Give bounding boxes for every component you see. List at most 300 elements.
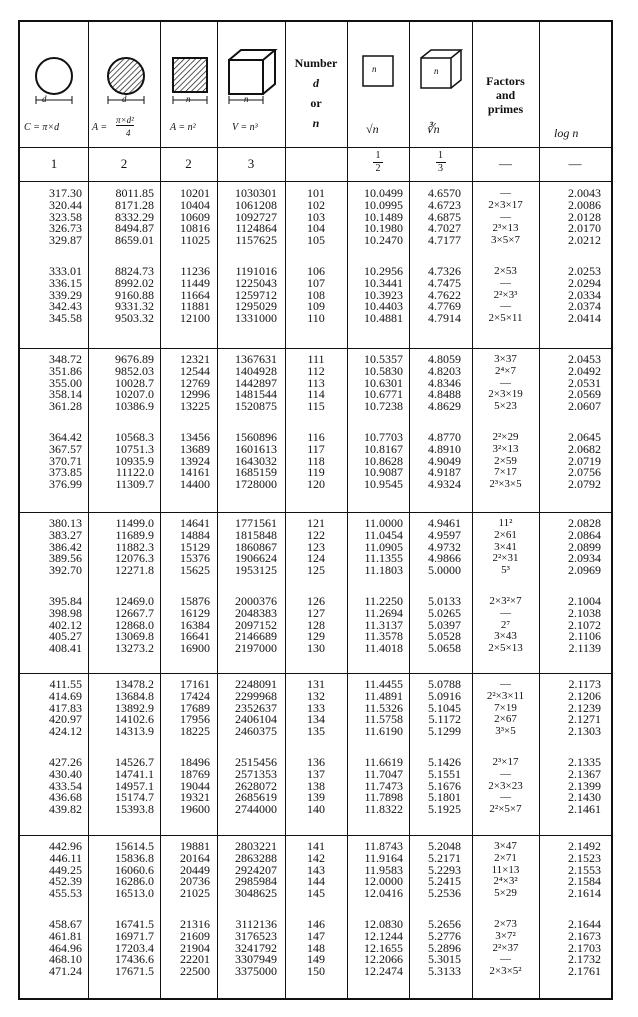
group-3-log-column — [539, 518, 601, 655]
group-4-log-column — [539, 679, 601, 816]
table-cell: 104 — [307, 221, 325, 236]
table-cell: 16741.5 — [115, 916, 154, 931]
table-cell: 136 — [307, 754, 325, 769]
table-cell: 14102.6 — [115, 712, 154, 727]
table-cell: 14741.1 — [115, 766, 154, 781]
table-cell: 2.1430 — [568, 790, 601, 805]
table-cell: 5.0788 — [428, 677, 461, 691]
table-cell — [472, 413, 539, 432]
table-cell: 2³×13 — [492, 222, 519, 235]
table-cell: 18496 — [180, 754, 210, 769]
table-cell: 2.0128 — [568, 209, 601, 224]
table-cell: 414.69 — [49, 688, 82, 703]
table-cell: 1259712 — [235, 287, 277, 302]
table-cell: 16286.0 — [115, 874, 154, 889]
group-5-circ-column — [20, 841, 82, 978]
group-1-n-column — [285, 188, 347, 325]
table-cell: 5.2656 — [428, 916, 461, 931]
table-cell: — — [500, 300, 511, 313]
index-c3: 2 — [185, 156, 192, 171]
area-formula-denominator: 4 — [126, 128, 131, 138]
table-cell: 345.58 — [49, 311, 82, 326]
group-divider — [20, 348, 611, 349]
table-cell: 10.6771 — [364, 387, 403, 402]
group-2-area-column — [88, 354, 154, 491]
table-cell: 1815848 — [235, 527, 277, 542]
table-cell: 11.2250 — [364, 593, 403, 608]
table-cell: 5.2048 — [428, 839, 461, 853]
table-cell: 5.2293 — [428, 862, 461, 877]
table-cell: 2744000 — [235, 802, 277, 817]
table-cell: 2²×5×7 — [489, 803, 522, 816]
table-cell: 5³ — [501, 564, 510, 577]
table-cell: 2.1461 — [568, 802, 601, 817]
table-cell: 14957.1 — [115, 778, 154, 793]
table-cell: 3×7² — [495, 929, 516, 942]
table-cell: 11309.7 — [115, 477, 154, 492]
table-cell: 11.1803 — [364, 563, 403, 578]
table-cell: 16641 — [180, 629, 210, 644]
table-cell: 2.1584 — [568, 874, 601, 889]
table-cell: 4.9187 — [428, 465, 461, 480]
table-cell: 12.2066 — [364, 952, 403, 967]
table-cell: 118 — [307, 453, 325, 468]
table-cell: 402.12 — [49, 617, 82, 632]
table-cell: 5.1676 — [428, 778, 461, 793]
table-cell: 2×53 — [494, 264, 517, 277]
table-cell: 336.15 — [49, 275, 82, 290]
table-cell: 11.7047 — [364, 766, 403, 781]
group-4-area-column — [88, 679, 154, 816]
table-cell: 2⁷ — [500, 618, 511, 631]
table-cell: 8494.87 — [115, 221, 154, 236]
group-3-cbrt-column — [409, 518, 461, 655]
table-cell: 11.5758 — [364, 712, 403, 727]
index-c9: — — [568, 156, 582, 171]
table-cell: 2×3×5² — [489, 965, 522, 978]
table-cell: 11.4455 — [364, 677, 403, 691]
table-cell: 8332.29 — [115, 209, 154, 224]
table-cell: 13478.2 — [115, 677, 154, 691]
table-cell: 11.6619 — [364, 754, 403, 769]
table-cell: 1404928 — [235, 363, 277, 378]
table-cell: 14400 — [180, 477, 210, 492]
table-cell: 11449 — [180, 275, 210, 290]
table-cell: 12321 — [180, 352, 210, 366]
table-cell: 351.86 — [49, 363, 82, 378]
table-cell: 7×19 — [494, 701, 517, 714]
table-cell: 147 — [307, 928, 325, 943]
table-cell: 1124864 — [235, 221, 277, 236]
table-cell: 148 — [307, 940, 325, 955]
table-cell: 13273.2 — [115, 641, 154, 656]
table-cell: 119 — [307, 465, 325, 480]
table-cell: 21904 — [180, 940, 210, 955]
sqrt-formula: √n — [366, 122, 379, 136]
table-cell: 12.0830 — [364, 916, 403, 931]
table-cell: 16900 — [180, 641, 210, 656]
table-cell: 11.0000 — [364, 516, 403, 530]
table-cell: 2.0719 — [568, 453, 601, 468]
box-label: n — [372, 64, 377, 74]
table-cell: 8824.73 — [115, 263, 154, 278]
group-3-circ-column — [20, 518, 82, 655]
table-cell: 141 — [307, 839, 325, 853]
table-cell: 121 — [307, 516, 325, 530]
number-header-label: Number — [294, 56, 338, 70]
table-cell: 126 — [307, 593, 325, 608]
table-cell: 2×5×13 — [488, 642, 523, 655]
table-cell: 17689 — [180, 700, 210, 715]
table-cell: 2197000 — [235, 641, 277, 656]
group-divider — [20, 673, 611, 674]
table-cell: 10816 — [180, 221, 210, 236]
table-cell: 4.8910 — [428, 441, 461, 456]
table-cell: 468.10 — [49, 952, 82, 967]
table-cell: 5.1551 — [428, 766, 461, 781]
table-cell: 11689.9 — [115, 527, 154, 542]
table-cell: 461.81 — [49, 928, 82, 943]
index-c7-den: 3 — [438, 163, 443, 174]
table-cell: 4.8059 — [428, 352, 461, 366]
table-cell: 2.1335 — [568, 754, 601, 769]
table-cell: 4.8629 — [428, 399, 461, 414]
table-cell: 4.9597 — [428, 527, 461, 542]
square-area-formula: A = n² — [170, 122, 196, 133]
table-cell: 19881 — [180, 839, 210, 853]
table-cell: 21316 — [180, 916, 210, 931]
table-cell: 2.1399 — [568, 778, 601, 793]
table-cell: 10.0995 — [364, 197, 403, 212]
table-cell: 109 — [307, 299, 325, 314]
table-cell: 2.0414 — [568, 311, 601, 326]
table-cell: 8011.85 — [115, 186, 154, 200]
table-cell: 2000376 — [235, 593, 277, 608]
table-cell: 145 — [307, 886, 325, 901]
group-2-log-column — [539, 354, 601, 491]
table-cell: 398.98 — [49, 605, 82, 620]
table-cell: 144 — [307, 874, 325, 889]
table-cell: 143 — [307, 862, 325, 877]
group-4-cube-column — [217, 679, 277, 816]
table-cell: 15625 — [180, 563, 210, 578]
table-cell: 386.42 — [49, 539, 82, 554]
table-cell: 11.8743 — [364, 839, 403, 853]
table-cell: 11499.0 — [115, 516, 154, 530]
table-cell: 5.1426 — [428, 754, 461, 769]
table-cell: 1481544 — [235, 387, 277, 402]
table-cell: 4.7326 — [428, 263, 461, 278]
group-3-n-column — [285, 518, 347, 655]
table-cell: 112 — [307, 363, 325, 378]
group-1-sqrt-column — [347, 188, 403, 325]
table-cell: 11025 — [180, 233, 210, 248]
table-cell: 10751.3 — [115, 441, 154, 456]
table-cell: 22201 — [180, 952, 210, 967]
index-c7 — [409, 150, 472, 175]
table-cell: 1860867 — [235, 539, 277, 554]
table-cell: 12.1244 — [364, 928, 403, 943]
group-5-cube-column — [217, 841, 277, 978]
table-cell: 2863288 — [235, 850, 277, 865]
table-cell: 135 — [307, 724, 325, 739]
table-cell: 105 — [307, 233, 325, 248]
table-cell: 12667.7 — [115, 605, 154, 620]
table-cell: 14526.7 — [115, 754, 154, 769]
table-cell: 348.72 — [49, 352, 82, 366]
group-2-cbrt-column — [409, 354, 461, 491]
table-cell: 2²×3³ — [493, 288, 518, 301]
table-cell: 12.0416 — [364, 886, 403, 901]
table-cell: 12868.0 — [115, 617, 154, 632]
table-cell: 2×3×19 — [488, 388, 523, 401]
table-cell: 108 — [307, 287, 325, 302]
table-cell: 4.6570 — [428, 186, 461, 200]
table-cell: 2.0864 — [568, 527, 601, 542]
table-cell: 10.9545 — [364, 477, 403, 492]
table-cell: 1030301 — [235, 186, 277, 200]
table-cell: 9331.32 — [115, 299, 154, 314]
table-cell: 10028.7 — [115, 375, 154, 390]
group-2-fac-column — [472, 354, 539, 491]
table-cell: 1906624 — [235, 551, 277, 566]
table-cell: 2571353 — [235, 766, 277, 781]
group-divider — [20, 512, 611, 513]
table-cell: 2406104 — [235, 712, 277, 727]
table-cell: 17203.4 — [115, 940, 154, 955]
table-cell: 5.0528 — [428, 629, 461, 644]
table-cell: 2.0170 — [568, 221, 601, 236]
table-cell: 15614.5 — [115, 839, 154, 853]
table-cell: 10.4881 — [364, 311, 403, 326]
table-cell: 133 — [307, 700, 325, 715]
table-cell: 11236 — [180, 263, 210, 278]
table-cell: — — [500, 953, 511, 966]
table-cell: 2.1239 — [568, 700, 601, 715]
table-cell: 12.0000 — [364, 874, 403, 889]
table-cell: 5.1172 — [428, 712, 461, 727]
table-cell: 5.2896 — [428, 940, 461, 955]
table-cell: 2803221 — [235, 839, 277, 853]
table-cell: 14884 — [180, 527, 210, 542]
table-cell: 2.0828 — [568, 516, 601, 530]
table-cell — [472, 577, 539, 596]
table-cell: 2×61 — [494, 528, 517, 541]
table-cell: 1728000 — [235, 477, 277, 492]
table-cell: 452.39 — [49, 874, 82, 889]
table-cell: 333.01 — [49, 263, 82, 278]
table-cell: 116 — [307, 429, 325, 444]
table-cell: 12996 — [180, 387, 210, 402]
table-cell: — — [500, 767, 511, 780]
index-c6-den: 2 — [375, 163, 381, 174]
index-c7-num: 1 — [436, 150, 446, 163]
table-cell: 2.0453 — [568, 352, 601, 366]
table-cell: 5.1045 — [428, 700, 461, 715]
table-cell: 12544 — [180, 363, 210, 378]
table-cell: 1442897 — [235, 375, 277, 390]
table-cell: 101 — [307, 186, 325, 200]
table-cell: 4.7914 — [428, 311, 461, 326]
table-cell: 5.1299 — [428, 724, 461, 739]
table-cell: 12271.8 — [115, 563, 154, 578]
table-cell: 1295029 — [235, 299, 277, 314]
table-cell: 146 — [307, 916, 325, 931]
group-4-n-column — [285, 679, 347, 816]
dim-label: d — [122, 94, 127, 104]
table-cell: 15876 — [180, 593, 210, 608]
table-cell: 2.1523 — [568, 850, 601, 865]
table-cell: 2×71 — [494, 851, 517, 864]
group-5-cbrt-column — [409, 841, 461, 978]
table-cell: 1367631 — [235, 352, 277, 366]
table-cell: 11.9164 — [364, 850, 403, 865]
table-cell: 420.97 — [49, 712, 82, 727]
table-cell: 408.41 — [49, 641, 82, 656]
table-cell: 11882.3 — [115, 539, 154, 554]
group-1-fac-column — [472, 188, 539, 325]
table-cell: 4.6723 — [428, 197, 461, 212]
table-cell: 5.0397 — [428, 617, 461, 632]
number-header-n: n — [312, 116, 320, 130]
table-cell: 380.13 — [49, 516, 82, 530]
index-divider — [20, 181, 611, 182]
group-4-fac-column — [472, 679, 539, 816]
group-2-cube-column — [217, 354, 277, 491]
table-cell: 10.8167 — [364, 441, 403, 456]
table-cell: 1331000 — [235, 311, 277, 326]
table-cell: 21609 — [180, 928, 210, 943]
table-cell: 2628072 — [235, 778, 277, 793]
table-cell: 2.1303 — [568, 724, 601, 739]
table-cell: 19321 — [180, 790, 210, 805]
table-cell: 373.85 — [49, 465, 82, 480]
group-1-cube-column — [217, 188, 277, 325]
table-cell: 5.2536 — [428, 886, 461, 901]
table-cell: 2.0682 — [568, 441, 601, 456]
group-4-sqrt-column — [347, 679, 403, 816]
table-cell: 2.0492 — [568, 363, 601, 378]
table-cell: 15376 — [180, 551, 210, 566]
table-cell: 10.7238 — [364, 399, 403, 414]
table-cell: 107 — [307, 275, 325, 290]
table-cell: — — [500, 678, 511, 690]
table-cell: 103 — [307, 209, 325, 224]
table-cell: 10.2956 — [364, 263, 403, 278]
table-cell: 395.84 — [49, 593, 82, 608]
table-cell: 12100 — [180, 311, 210, 326]
table-cell: 2.0756 — [568, 465, 601, 480]
table-cell: — — [500, 187, 511, 199]
table-cell: 323.58 — [49, 209, 82, 224]
table-cell: 128 — [307, 617, 325, 632]
table-cell: 11881 — [180, 299, 210, 314]
table-cell: 4.8203 — [428, 363, 461, 378]
table-cell: 2³×17 — [492, 755, 519, 768]
group-1-circ-column — [20, 188, 82, 325]
table-cell: 2.0212 — [568, 233, 601, 248]
table-cell: 2146689 — [235, 629, 277, 644]
table-cell: 2.0899 — [568, 539, 601, 554]
table-cell: 115 — [307, 399, 325, 414]
table-cell: 2924207 — [235, 862, 277, 877]
table-cell: 1092727 — [235, 209, 277, 224]
table-cell: 10.4403 — [364, 299, 403, 314]
table-cell: 4.8488 — [428, 387, 461, 402]
table-cell: 2.0607 — [568, 399, 601, 414]
table-cell: 1191016 — [235, 263, 277, 278]
table-cell: 2²×37 — [492, 941, 519, 954]
table-cell: 11.4018 — [364, 641, 403, 656]
table-cell: 10.3923 — [364, 287, 403, 302]
table-cell: 2.1367 — [568, 766, 601, 781]
group-2-sqrt-column — [347, 354, 403, 491]
table-cell: 8171.28 — [115, 197, 154, 212]
table-cell: 10404 — [180, 197, 210, 212]
table-cell: 458.67 — [49, 916, 82, 931]
table-cell: 15174.7 — [115, 790, 154, 805]
group-5-fac-column — [472, 841, 539, 978]
table-cell: 2.0334 — [568, 287, 601, 302]
table-cell: 4.7769 — [428, 299, 461, 314]
group-5-sq-column — [160, 841, 210, 978]
table-cell: 2.1673 — [568, 928, 601, 943]
table-cell: 4.7027 — [428, 221, 461, 236]
table-cell: 137 — [307, 766, 325, 781]
table-cell: 370.71 — [49, 453, 82, 468]
table-cell: 358.14 — [49, 387, 82, 402]
table-cell: 11.3137 — [364, 617, 403, 632]
table-cell: 22500 — [180, 964, 210, 979]
table-cell: 149 — [307, 952, 325, 967]
table-cell: 2.1004 — [568, 593, 601, 608]
table-cell: 3×41 — [494, 540, 517, 553]
table-cell: 134 — [307, 712, 325, 727]
table-cell: 5.0133 — [428, 593, 461, 608]
table-cell: 3²×13 — [492, 442, 519, 455]
table-cell: 361.28 — [49, 399, 82, 414]
group-2-n-column — [285, 354, 347, 491]
table-cell: 10201 — [180, 186, 210, 200]
table-cell: 129 — [307, 629, 325, 644]
group-divider — [20, 835, 611, 836]
table-cell: 12.1655 — [364, 940, 403, 955]
table-cell: 433.54 — [49, 778, 82, 793]
table-cell: — — [500, 606, 511, 619]
group-5-area-column — [88, 841, 154, 978]
table-cell: 436.68 — [49, 790, 82, 805]
table-cell: 10.0499 — [364, 186, 403, 200]
table-cell: 13069.8 — [115, 629, 154, 644]
box-label: n — [434, 66, 439, 76]
table-cell: 16129 — [180, 605, 210, 620]
cbrt-formula: ∛n — [426, 122, 440, 136]
table-cell: 5.0265 — [428, 605, 461, 620]
table-cell: 17671.5 — [115, 964, 154, 979]
table-cell: 18225 — [180, 724, 210, 739]
table-cell: 13924 — [180, 453, 210, 468]
table-cell: 10.3441 — [364, 275, 403, 290]
circumference-formula: C = π×d — [24, 122, 60, 133]
table-cell: 14313.9 — [115, 724, 154, 739]
table-cell: 10609 — [180, 209, 210, 224]
table-cell: 11.3578 — [364, 629, 403, 644]
table-cell: 17424 — [180, 688, 210, 703]
group-3-area-column — [88, 518, 154, 655]
table-cell: 14641 — [180, 516, 210, 530]
group-3-fac-column — [472, 518, 539, 655]
table-cell: 2.0645 — [568, 429, 601, 444]
